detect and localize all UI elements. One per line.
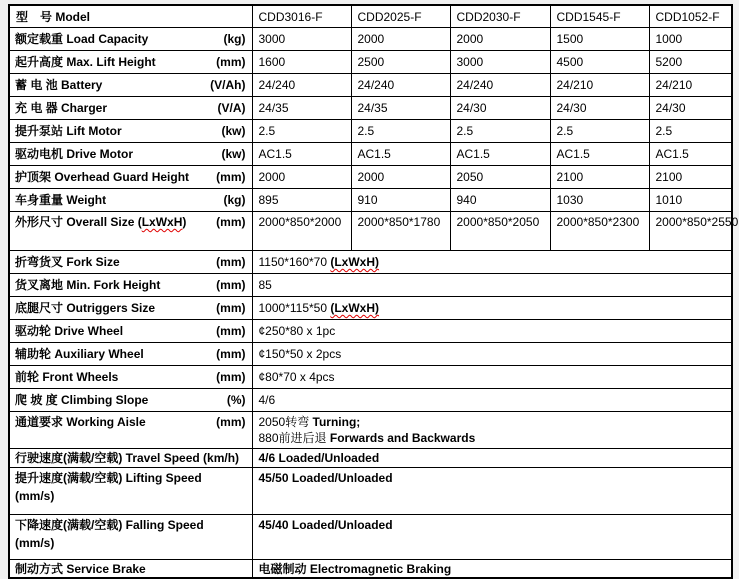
row-label-segment: 下降速度(满载/空载) Falling Speed [15,518,204,532]
header-row [9,5,732,28]
table-row [9,560,732,579]
row-label-text [15,123,122,139]
table-row [9,74,732,97]
row-label-segment: 提升泵站 Lift Motor [15,124,122,138]
row-label-text [15,346,144,362]
merged-value-line [259,254,732,270]
row-label [10,31,252,47]
row-label-cell [9,560,252,579]
row-label-segment: 驱动电机 Drive Motor [15,147,134,161]
row-label [10,192,252,208]
merged-value-cell [252,389,732,412]
table-row [9,251,732,274]
merged-value-segment: 45/50 Loaded/Unloaded [258,471,393,485]
row-label [10,369,252,385]
row-unit: (mm) [216,170,246,184]
row-label-segment: 折弯货叉 Fork Size [15,255,120,269]
row-unit: (mm) [216,324,246,338]
merged-value-cell [252,412,732,449]
table-row [9,389,732,412]
row-label-text [15,414,146,430]
spec-value-cell: 2100 [649,166,732,189]
spec-value-cell: 24/210 [550,74,649,97]
row-label-text [15,77,102,93]
merged-value-cell [252,515,732,560]
merged-value-segment: Forwards and Backwards [329,431,476,445]
spec-value-cell: 910 [351,189,450,212]
spec-value-cell: 1500 [550,28,649,51]
row-label [10,515,252,533]
row-label-cell [9,274,252,297]
merged-value-line [259,300,732,316]
row-label-cell [9,297,252,320]
merged-value-line [259,430,732,446]
spec-value-cell: 1030 [550,189,649,212]
merged-value-line [259,277,732,293]
table-row [9,120,732,143]
merged-value-segment: 85 [258,278,272,292]
row-unit: (kg) [223,193,246,207]
row-label-cell [9,212,252,251]
row-label-text [15,192,106,208]
row-label [10,100,252,116]
row-label-segment: ) [182,215,187,229]
table-row [9,97,732,120]
spec-value-cell: 24/30 [450,97,550,120]
row-unit: (mm) [216,301,246,315]
row-unit: (mm) [216,278,246,292]
header-model-name: CDD3016-F [252,5,351,28]
row-label [10,323,252,339]
spec-value-cell: 24/240 [351,74,450,97]
row-label [10,468,252,486]
row-label-text [15,146,133,162]
row-label-cell [9,166,252,189]
table-row [9,274,732,297]
merged-value-cell [252,449,732,468]
spec-value-cell: 1010 [649,189,732,212]
spec-value-cell: 5200 [649,51,732,74]
spec-value-cell: 3000 [252,28,351,51]
row-unit: (kw) [221,124,246,138]
row-label-text [15,300,155,316]
row-label-segment: 驱动轮 Drive Wheel [15,324,124,338]
row-label [10,450,252,466]
merged-value-line [259,517,732,533]
table-row [9,515,732,560]
merged-value-line [259,392,732,408]
merged-value-cell [252,297,732,320]
row-label-segment: 额定载重 Load Capacity [15,32,149,46]
row-label-cell [9,366,252,389]
row-label-text [15,450,239,466]
header-model-label: 型 号 Model [9,5,252,28]
spec-value-cell: AC1.5 [649,143,732,166]
spec-value-cell: 2000*850*1780 [351,212,450,251]
row-unit: (mm) [216,415,246,429]
row-label-text [15,214,186,230]
spec-value-cell: 4500 [550,51,649,74]
row-unit: (mm) [216,370,246,384]
spec-value-cell: 895 [252,189,351,212]
spec-value-cell: AC1.5 [351,143,450,166]
header-model-name: CDD2030-F [450,5,550,28]
table-row [9,28,732,51]
spec-value-cell: 2000 [351,166,450,189]
merged-value-line [259,414,732,430]
table-row [9,297,732,320]
specification-page [0,4,739,576]
row-label-cell [9,189,252,212]
spec-value-cell: 2500 [351,51,450,74]
spec-value-cell: 2.5 [550,120,649,143]
row-label [10,412,252,430]
spec-value-cell: 2100 [550,166,649,189]
table-row [9,343,732,366]
row-label-segment: 底腿尺寸 Outriggers Size [15,301,156,315]
merged-value-segment: ¢150*50 x 2pcs [258,347,342,361]
row-label-cell [9,97,252,120]
spec-value-cell: 24/35 [252,97,351,120]
row-label-cell [9,468,252,515]
row-unit: (mm) [216,55,246,69]
spec-value-cell: 2000*850*2550 [649,212,732,251]
row-label-cell [9,74,252,97]
spec-value-cell: 2050 [450,166,550,189]
table-row [9,51,732,74]
spec-value-cell: 24/240 [450,74,550,97]
spec-value-cell: 24/240 [252,74,351,97]
row-label-cell [9,143,252,166]
table-row [9,166,732,189]
row-unit: (%) [226,393,246,407]
merged-value-segment: ¢80*70 x 4pcs [258,370,335,384]
row-label-segment: 货叉离地 Min. Fork Height [15,278,161,292]
row-label-segment: 前轮 Front Wheels [15,370,119,384]
row-label-segment-spellcheck: LxWxH [141,215,183,229]
row-label-segment: 爬 坡 度 Climbing Slope [15,393,149,407]
spec-value-cell: 2000 [351,28,450,51]
row-label-segment: 外形尺寸 Overall Size ( [15,215,142,229]
row-label-segment: 提升速度(满载/空载) Lifting Speed [15,471,202,485]
row-label-cell [9,251,252,274]
table-row [9,212,732,251]
merged-value-segment: 4/6 Loaded/Unloaded [258,451,380,465]
row-unit: (V/Ah) [210,78,246,92]
row-label-cell [9,412,252,449]
table-row [9,189,732,212]
spec-value-cell: 1600 [252,51,351,74]
table-row [9,320,732,343]
row-label-segment: 辅助轮 Auxiliary Wheel [15,347,144,361]
row-label [10,77,252,93]
row-unit: (mm) [216,215,246,229]
row-label [10,346,252,362]
merged-value-line [259,561,732,577]
spec-value-cell: 2.5 [649,120,732,143]
row-label-segment: 充 电 器 Charger [15,101,108,115]
merged-value-line [259,346,732,362]
row-label-segment: 蓄 电 池 Battery [15,78,103,92]
merged-value-cell [252,468,732,515]
row-label-text [15,470,202,486]
spec-value-cell: AC1.5 [550,143,649,166]
spec-value-cell: 24/35 [351,97,450,120]
merged-value-segment: 4/6 [258,393,276,407]
table-row [9,143,732,166]
row-label-text [15,392,148,408]
row-label-text [15,277,160,293]
spec-value-cell: 24/30 [550,97,649,120]
row-label-text [15,517,204,533]
row-label [10,54,252,70]
row-unit: (kg) [223,32,246,46]
spec-value-cell: 2000*850*2050 [450,212,550,251]
row-label-text [15,323,123,339]
merged-value-line [259,470,732,486]
row-label [10,123,252,139]
merged-value-segment: 电磁制动 Electromagnetic Braking [258,561,452,576]
spec-value-cell: 2000 [252,166,351,189]
merged-value-segment: 1000*115*50 [258,301,331,315]
spec-value-cell: 2000 [450,28,550,51]
merged-value-segment: ¢250*80 x 1pc [258,324,336,338]
row-label [10,277,252,293]
row-label [10,169,252,185]
row-label-segment: 护顶架 Overhead Guard Height [15,170,190,184]
merged-value-segment: 880前进后退 [258,431,330,445]
row-label-text [15,100,107,116]
header-model-name: CDD1052-F [649,5,732,28]
row-label [10,146,252,162]
spec-value-cell: 2.5 [351,120,450,143]
row-label-segment: 行驶速度(满载/空载) Travel Speed (km/h) [15,451,240,465]
merged-value-segment: Turning; [312,415,361,429]
table-row [9,449,732,468]
row-label-text [15,369,118,385]
row-label [10,254,252,270]
table-row [9,366,732,389]
row-label-cell [9,51,252,74]
row-label-cell [9,389,252,412]
merged-value-cell [252,320,732,343]
merged-value-segment: 2050转弯 [258,415,313,429]
merged-value-cell [252,343,732,366]
merged-value-line [259,369,732,385]
row-label [10,392,252,408]
row-label-cell [9,515,252,560]
row-label [10,300,252,316]
spec-value-cell: 2000*850*2000 [252,212,351,251]
row-label-cell [9,120,252,143]
row-label-line2: (mm/s) [15,536,55,550]
row-label-text [15,561,146,577]
row-label-segment: 制动方式 Service Brake [15,561,146,576]
row-label-text [15,54,156,70]
spec-value-cell: 3000 [450,51,550,74]
row-unit: (V/A) [217,101,246,115]
row-label-line2: (mm/s) [15,489,55,503]
row-label-segment: 通道要求 Working Aisle [15,415,146,429]
row-label-segment: 起升高度 Max. Lift Height [15,55,156,69]
row-label-cell [9,343,252,366]
spec-value-cell: 1000 [649,28,732,51]
spec-table [8,4,739,579]
row-label-text [15,169,189,185]
merged-value-line [259,450,732,466]
spec-value-cell: AC1.5 [450,143,550,166]
row-unit: (kw) [221,147,246,161]
header-model-name: CDD1545-F [550,5,649,28]
merged-value-cell [252,274,732,297]
merged-value-cell [252,251,732,274]
spec-value-cell: 940 [450,189,550,212]
row-label [10,212,252,230]
spec-value-cell: 24/30 [649,97,732,120]
merged-value-cell [252,366,732,389]
row-label-text [15,31,148,47]
merged-value-segment: 1150*160*70 [258,255,331,269]
merged-value-cell [252,560,732,579]
spec-value-cell: 2.5 [252,120,351,143]
merged-value-segment: 45/40 Loaded/Unloaded [258,518,393,532]
table-row [9,468,732,515]
merged-value-segment-spellcheck: (LxWxH) [330,255,380,269]
row-label-cell [9,28,252,51]
merged-value-line [259,323,732,339]
row-label-segment: 车身重量 Weight [15,193,107,207]
row-label-text [15,254,120,270]
spec-value-cell: 24/210 [649,74,732,97]
row-label-cell [9,320,252,343]
row-unit: (mm) [216,347,246,361]
row-label-cell [9,449,252,468]
row-unit: (mm) [216,255,246,269]
table-row [9,412,732,449]
row-label [10,561,252,577]
merged-value-segment-spellcheck: (LxWxH) [330,301,380,315]
spec-value-cell: 2.5 [450,120,550,143]
spec-value-cell: AC1.5 [252,143,351,166]
spec-value-cell: 2000*850*2300 [550,212,649,251]
header-model-name: CDD2025-F [351,5,450,28]
